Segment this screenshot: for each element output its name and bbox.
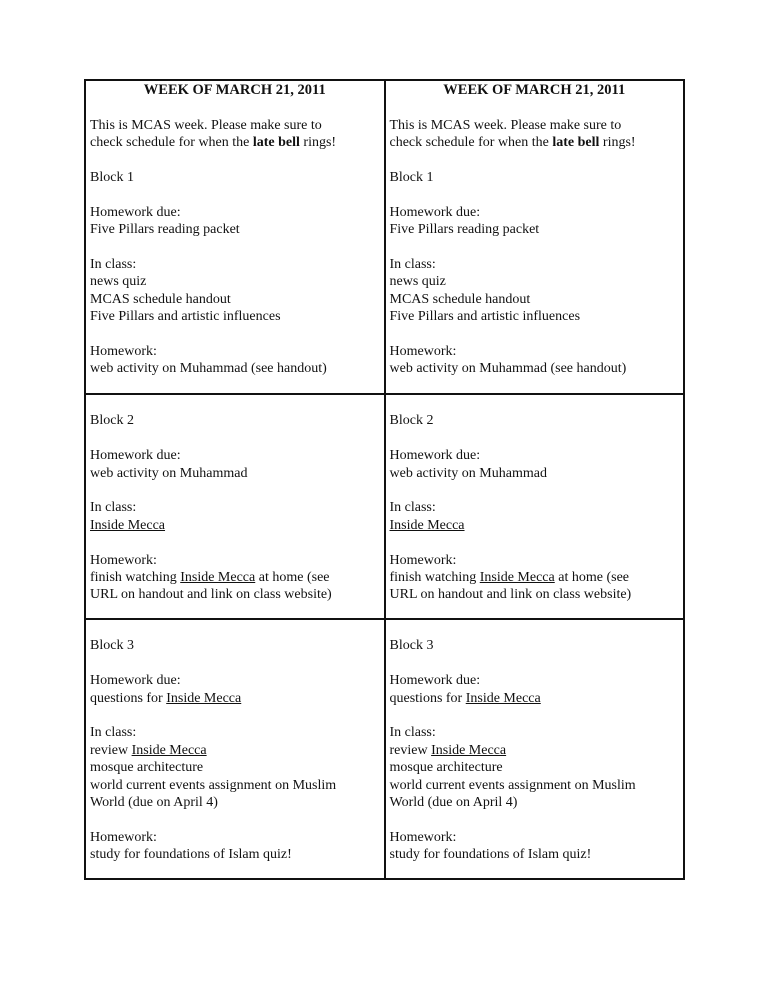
week-cell-left <box>85 80 385 394</box>
block-title: Block 1 <box>389 170 434 185</box>
week-cell-right <box>385 80 685 394</box>
inside-mecca-title: Inside Mecca <box>166 690 242 706</box>
inside-mecca-title: Inside Mecca <box>431 742 507 758</box>
homework-due-label: Homework due: <box>90 204 181 220</box>
inside-mecca-title: Inside Mecca <box>479 570 555 585</box>
homework-label: Homework: <box>389 829 457 845</box>
in-class-item <box>390 517 680 534</box>
block-title: Block 2 <box>90 413 134 429</box>
in-class-item: news quiz <box>90 274 147 290</box>
homework-due-label: Homework due: <box>389 448 481 464</box>
in-class-item: World (due on April 4) <box>90 795 218 811</box>
inside-mecca-title: Inside Mecca <box>465 690 541 706</box>
in-class-item: mosque architecture <box>389 760 503 776</box>
in-class-item: world current events assignment on Muslim <box>90 777 337 793</box>
homework-due-label: Homework due: <box>389 204 481 220</box>
block-title: Block 1 <box>90 170 134 185</box>
homework-item: study for foundations of Islam quiz! <box>389 847 592 863</box>
homework-due-label: Homework due: <box>90 448 181 464</box>
homework-due-item <box>90 690 380 707</box>
inside-mecca-title: Inside Mecca <box>90 517 166 533</box>
late-bell-emphasis: late bell <box>252 135 300 151</box>
in-class-item: news quiz <box>389 274 446 290</box>
intro-line-2 <box>390 134 680 151</box>
intro-line-2 <box>90 134 380 151</box>
in-class-item: Five Pillars and artistic influences <box>389 309 581 325</box>
in-class-item <box>90 742 380 759</box>
intro-line-1: This is MCAS week. Please make sure to <box>389 117 622 133</box>
week-heading: WEEK OF MARCH 21, 2011 <box>143 82 326 98</box>
homework-text: finish watching <box>90 570 181 585</box>
homework-text-end: at home (see <box>255 570 330 585</box>
block-title: Block 3 <box>90 638 134 654</box>
block-2-cell-left <box>85 394 385 619</box>
homework-due-label: Homework due: <box>90 673 181 689</box>
homework-text-end: at home (see <box>554 570 629 585</box>
intro-text: check schedule for when the <box>389 135 553 151</box>
homework-label: Homework: <box>389 552 457 568</box>
schedule-table <box>84 79 685 880</box>
homework-due-item: web activity on Muhammad <box>389 465 547 481</box>
in-class-label: In class: <box>389 500 436 516</box>
block-3-row <box>85 619 684 879</box>
in-class-label: In class: <box>389 257 436 272</box>
homework-label: Homework: <box>90 829 157 845</box>
intro-text: check schedule for when the <box>90 135 253 151</box>
in-class-item: world current events assignment on Muslim <box>389 777 636 793</box>
block-2-row <box>85 394 684 619</box>
week-heading: WEEK OF MARCH 21, 2011 <box>443 82 626 98</box>
homework-item <box>390 569 680 586</box>
in-class-item: mosque architecture <box>90 760 204 776</box>
homework-due-text: questions for <box>389 690 466 706</box>
homework-due-text: questions for <box>90 690 167 706</box>
homework-due-item: Five Pillars reading packet <box>90 222 240 238</box>
homework-item-line-2: URL on handout and link on class website) <box>90 587 332 603</box>
inside-mecca-title: Inside Mecca <box>180 570 256 585</box>
homework-label: Homework: <box>90 344 157 360</box>
homework-item: web activity on Muhammad (see handout) <box>389 361 627 377</box>
in-class-item: MCAS schedule handout <box>90 291 231 307</box>
intro-line-1: This is MCAS week. Please make sure to <box>90 117 322 133</box>
in-class-label: In class: <box>90 257 137 272</box>
in-class-item: MCAS schedule handout <box>389 291 531 307</box>
homework-due-label: Homework due: <box>389 673 481 689</box>
homework-item: study for foundations of Islam quiz! <box>90 847 292 863</box>
homework-due-item: Five Pillars reading packet <box>389 222 540 238</box>
review-text: review <box>389 742 432 758</box>
block-3-cell-right <box>385 619 685 879</box>
block-3-cell-left <box>85 619 385 879</box>
in-class-item <box>90 517 380 534</box>
intro-text-end: rings! <box>299 135 337 151</box>
intro-text-end: rings! <box>599 135 636 151</box>
in-class-label: In class: <box>90 500 137 516</box>
homework-item: web activity on Muhammad (see handout) <box>90 361 327 377</box>
in-class-label: In class: <box>389 725 436 741</box>
review-text: review <box>90 742 132 758</box>
block-title: Block 2 <box>389 413 434 429</box>
homework-due-item: web activity on Muhammad <box>90 465 248 481</box>
block-title: Block 3 <box>389 638 434 654</box>
inside-mecca-title: Inside Mecca <box>389 517 465 533</box>
in-class-item: Five Pillars and artistic influences <box>90 309 281 325</box>
homework-label: Homework: <box>90 552 157 568</box>
week-row <box>85 80 684 394</box>
block-2-cell-right <box>385 394 685 619</box>
homework-item <box>90 569 380 586</box>
homework-text: finish watching <box>389 570 480 585</box>
homework-due-item <box>390 690 680 707</box>
in-class-item <box>390 742 680 759</box>
homework-item-line-2: URL on handout and link on class website) <box>389 587 632 603</box>
in-class-item: World (due on April 4) <box>389 795 518 811</box>
inside-mecca-title: Inside Mecca <box>131 742 207 758</box>
late-bell-emphasis: late bell <box>552 135 600 151</box>
homework-label: Homework: <box>389 344 457 360</box>
in-class-label: In class: <box>90 725 137 741</box>
